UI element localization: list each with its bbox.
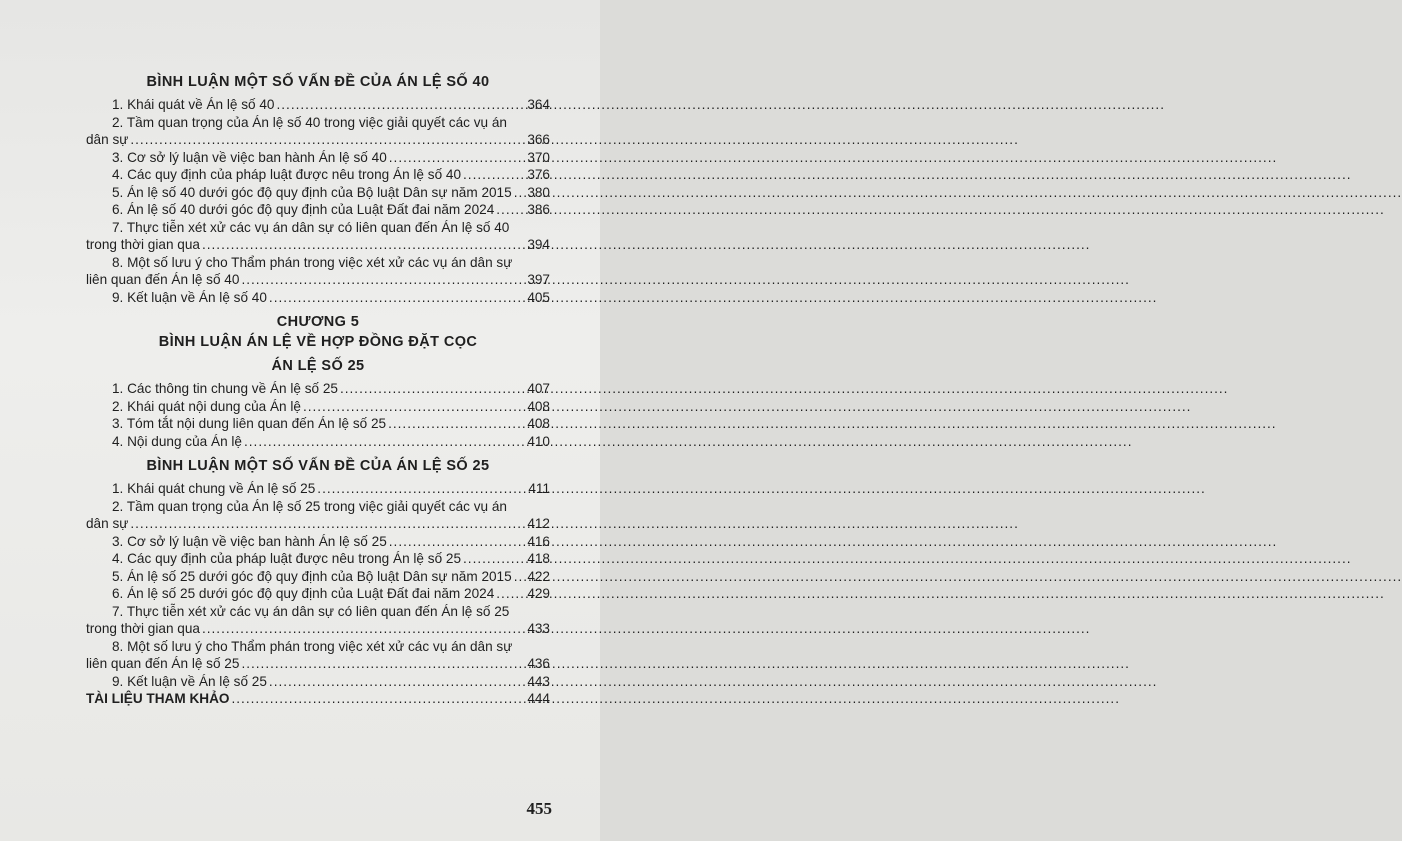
- toc-entry-title: 5. Án lệ số 40 dưới góc độ quy định của Bộ luật Dân sự năm 2015: [112, 184, 512, 200]
- toc-entry-title: 3. Tóm tắt nội dung liên quan đến Án lệ số 25: [112, 416, 387, 431]
- toc-entry-title: 1. Khái quát về Án lệ số 40: [112, 97, 275, 112]
- toc-entry-page: 408: [527, 398, 550, 414]
- toc-entry-page: 436: [527, 656, 550, 671]
- toc-entry: [86, 380, 550, 398]
- toc-entry-title: 6. Án lệ số 25 dưới góc độ quy định của Luật Đất đai năm 2024: [112, 586, 495, 601]
- toc-entry-page: 418: [527, 551, 550, 566]
- toc-entry-page: 405: [527, 289, 550, 305]
- toc-entry: [86, 201, 550, 219]
- toc-entry-references: [86, 690, 550, 708]
- toc-entry-page: 407: [527, 381, 550, 396]
- toc-entry-title: 2. Tầm quan trọng của Án lệ số 40 trong việc giải quyết các vụ án: [112, 114, 507, 130]
- book-page: [0, 0, 600, 841]
- toc-entry: [86, 480, 550, 498]
- toc-entry-title: 1. Khái quát chung về Án lệ số 25: [112, 481, 316, 496]
- toc-entry-page: 366: [527, 132, 550, 147]
- toc-entry-title: 1. Các thông tin chung về Án lệ số 25: [112, 381, 338, 396]
- toc-entry-title: TÀI LIỆU THAM KHẢO: [86, 691, 230, 706]
- toc-entry-title: 5. Án lệ số 25 dưới góc độ quy định của Bộ luật Dân sự năm 2015: [112, 568, 512, 584]
- toc-entry-title: 9. Kết luận về Án lệ số 25: [112, 673, 267, 689]
- toc-entry-page: 386: [527, 202, 550, 217]
- toc-entry-title: 2. Khái quát nội dung của Án lệ: [112, 398, 301, 414]
- toc-entry-page: 376: [527, 167, 550, 182]
- toc-entry-page: 443: [527, 673, 550, 689]
- toc-entry-title: 9. Kết luận về Án lệ số 40: [112, 289, 267, 305]
- toc-entry-page: 370: [527, 149, 550, 165]
- section-heading: BÌNH LUẬN MỘT SỐ VẤN ĐỀ CỦA ÁN LỆ SỐ 25: [146, 458, 490, 474]
- toc-entry: [86, 603, 550, 638]
- toc-entry-page: 364: [527, 97, 550, 112]
- table-of-contents: [86, 72, 550, 708]
- toc-entry-title-cont: liên quan đến Án lệ số 25: [86, 656, 240, 671]
- toc-entry-title: 3. Cơ sở lý luận về việc ban hành Án lệ số 40: [112, 149, 387, 165]
- toc-entry: [86, 415, 550, 433]
- chapter-label: CHƯƠNG 5: [276, 314, 360, 330]
- toc-entry-page: 433: [527, 621, 550, 636]
- toc-entry-title: 8. Một số lưu ý cho Thẩm phán trong việc xét xử các vụ án dân sự: [112, 638, 513, 654]
- toc-entry-page: 408: [527, 416, 550, 431]
- chapter-title: BÌNH LUẬN ÁN LỆ VỀ HỢP ĐỒNG ĐẶT CỌC: [158, 334, 478, 350]
- toc-entry-title: 8. Một số lưu ý cho Thẩm phán trong việc xét xử các vụ án dân sự: [112, 254, 513, 270]
- toc-entry-page: 412: [527, 516, 550, 531]
- toc-entry-page: 380: [527, 184, 550, 200]
- toc-entry-page: 394: [527, 237, 550, 252]
- toc-entry-title: 7. Thực tiễn xét xử các vụ án dân sự có liên quan đến Án lệ số 25: [112, 603, 510, 619]
- chapter-subtitle: ÁN LỆ SỐ 25: [271, 358, 365, 374]
- toc-entry: [86, 149, 550, 167]
- toc-entry-title: 7. Thực tiễn xét xử các vụ án dân sự có liên quan đến Án lệ số 40: [112, 219, 510, 235]
- toc-entry: [86, 289, 550, 307]
- toc-entry-title-cont: dân sự: [86, 516, 129, 531]
- toc-entry: [86, 219, 550, 254]
- toc-entry-page: 416: [527, 533, 550, 549]
- toc-entry: [86, 585, 550, 603]
- toc-entry: [86, 398, 550, 416]
- toc-entry: [86, 254, 550, 289]
- toc-entry: [86, 96, 550, 114]
- toc-entry: [86, 114, 550, 149]
- toc-entry-page: 422: [527, 568, 550, 584]
- toc-entry-title: 4. Các quy định của pháp luật được nêu trong Án lệ số 40: [112, 167, 462, 182]
- toc-entry: [86, 166, 550, 184]
- toc-entry-title-cont: trong thời gian qua: [86, 237, 200, 252]
- toc-entry: [86, 184, 550, 202]
- toc-entry-page: 429: [527, 586, 550, 601]
- toc-entry-page: 411: [528, 481, 550, 496]
- toc-entry-title: 6. Án lệ số 40 dưới góc độ quy định của Luật Đất đai năm 2024: [112, 202, 495, 217]
- toc-entry-title-cont: trong thời gian qua: [86, 621, 200, 636]
- toc-entry-title: 2. Tầm quan trọng của Án lệ số 25 trong việc giải quyết các vụ án: [112, 498, 507, 514]
- toc-entry-title: 4. Nội dung của Án lệ: [112, 433, 242, 449]
- toc-entry-title: 3. Cơ sở lý luận về việc ban hành Án lệ số 25: [112, 533, 387, 549]
- toc-entry: [86, 433, 550, 451]
- toc-entry: [86, 568, 550, 586]
- toc-entry: [86, 673, 550, 691]
- toc-entry-title-cont: dân sự: [86, 132, 129, 147]
- toc-entry-page: 444: [527, 691, 550, 706]
- toc-entry: [86, 498, 550, 533]
- section-heading: BÌNH LUẬN MỘT SỐ VẤN ĐỀ CỦA ÁN LỆ SỐ 40: [146, 74, 490, 90]
- toc-entry-title-cont: liên quan đến Án lệ số 40: [86, 272, 240, 287]
- page-number: 455: [526, 799, 552, 818]
- toc-entry: [86, 550, 550, 568]
- toc-entry-page: 410: [527, 433, 550, 449]
- toc-entry: [86, 533, 550, 551]
- toc-entry: [86, 638, 550, 673]
- toc-entry-title: 4. Các quy định của pháp luật được nêu trong Án lệ số 25: [112, 551, 462, 566]
- toc-entry-page: 397: [527, 272, 550, 287]
